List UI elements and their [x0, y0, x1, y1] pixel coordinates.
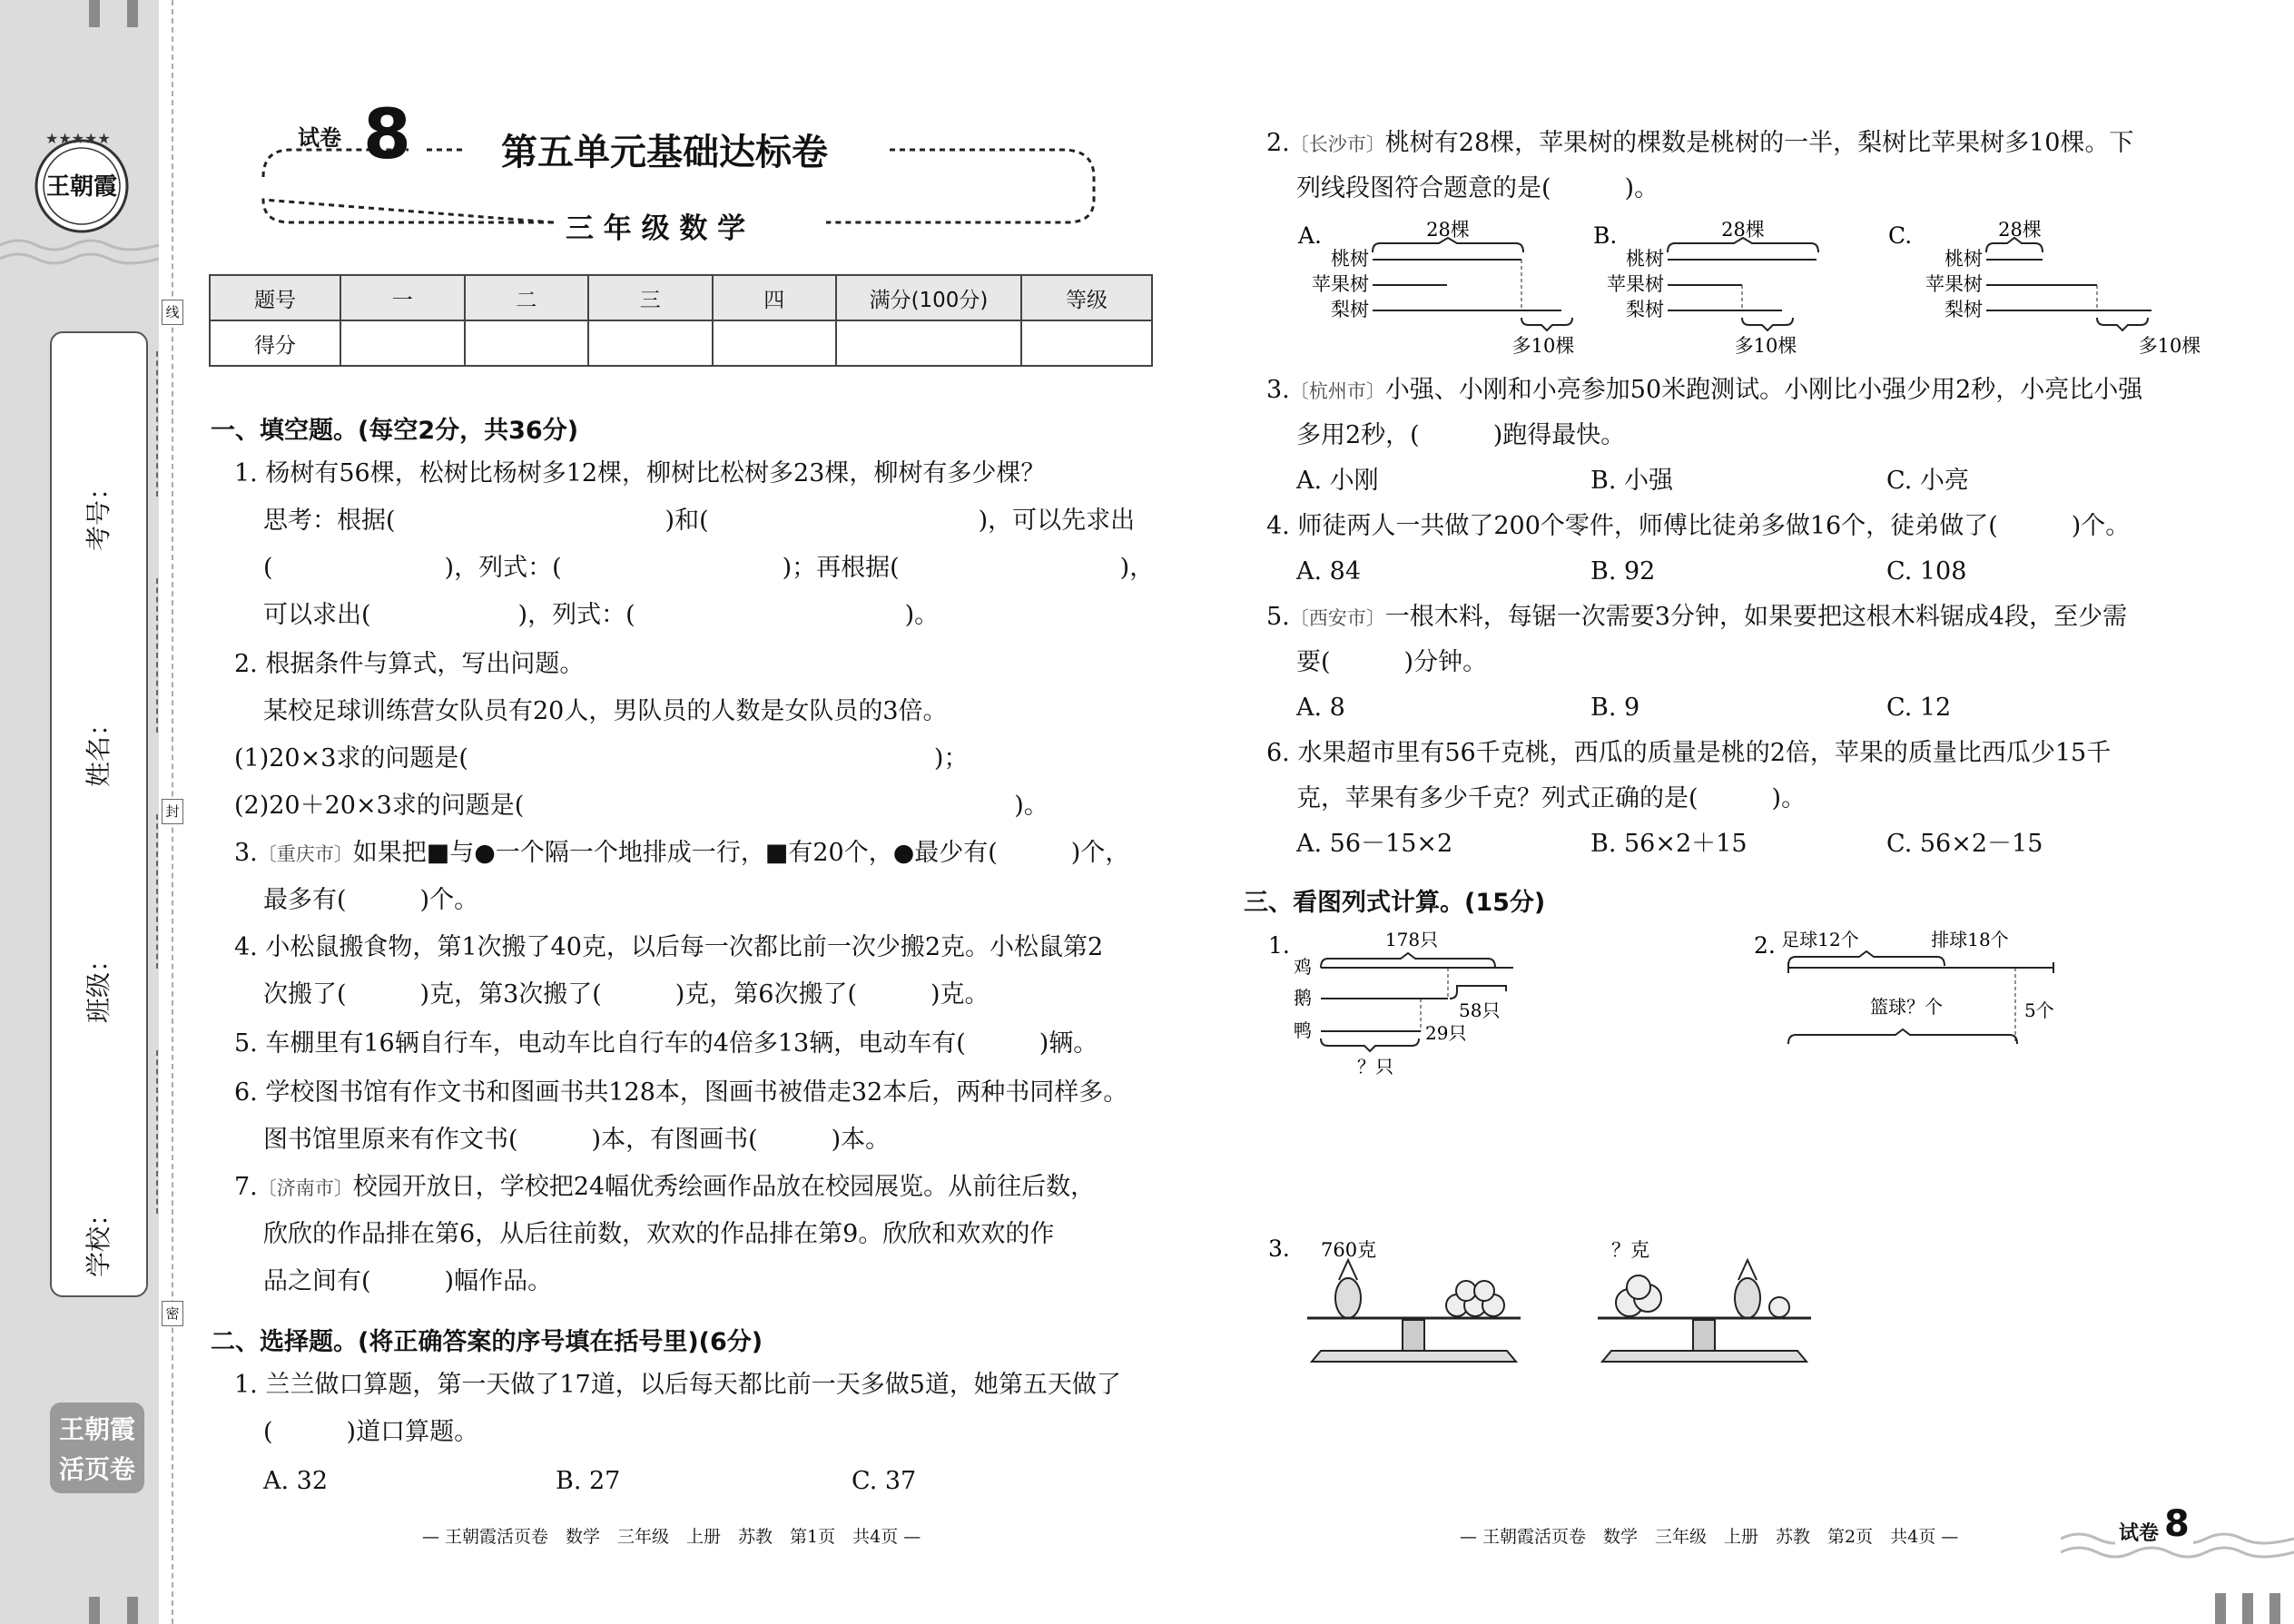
- score-table: [209, 274, 1153, 367]
- problem-2-diagram: [1752, 926, 2061, 1062]
- cut-mark: 线: [162, 300, 183, 325]
- s2-q2-line: [1266, 125, 2133, 162]
- option-a[interactable]: A. 小刚: [1296, 467, 1379, 495]
- region-tag: 〔西安市〕: [1289, 607, 1385, 629]
- row-label: 鸭: [1294, 1019, 1312, 1041]
- problem-number: 2.: [1754, 932, 1776, 959]
- name-field[interactable]: [156, 578, 160, 733]
- cut-mark: 密: [162, 1301, 183, 1326]
- scale-left: [1307, 1260, 1521, 1362]
- row-label: 梨树: [1944, 299, 1983, 320]
- option-b[interactable]: B. 小强: [1590, 467, 1674, 495]
- diagram-a[interactable]: [1297, 219, 1574, 357]
- diagram-total: 28棵: [1998, 219, 2042, 241]
- diagram-question: ？只: [1357, 1056, 1393, 1078]
- q5-text: 一根木料，每锯一次需要3分钟，如果要把这根木料锯成4段，至少需: [1384, 603, 2128, 631]
- exam-number-field[interactable]: [156, 351, 160, 497]
- s1-q7-line: 品之间有( )幅作品。: [263, 1267, 553, 1295]
- problem-number: 1.: [1268, 932, 1290, 959]
- score-header: 满分(100分): [836, 275, 1021, 320]
- s2-q3-line: [1266, 372, 2142, 409]
- diagram-label: A.: [1298, 222, 1323, 249]
- option-a[interactable]: A. 84: [1296, 557, 1362, 586]
- section-1-heading: 一、填空题。(每空2分，共36分): [211, 417, 579, 445]
- diagram-question: 篮球？个: [1870, 996, 1943, 1018]
- exam-tag: 试卷: [298, 125, 341, 151]
- footer-left: — 王朝霞活页卷 数学 三年级 上册 苏教 第1页 共4页 —: [422, 1527, 921, 1547]
- footer-exam-number: 8: [2161, 1503, 2193, 1545]
- s1-q7-line: 欣欣的作品排在第6，从后往前数，欢欢的作品排在第9。欣欣和欢欢的作: [263, 1220, 1055, 1248]
- s2-q4-line: 4. 师徒两人一共做了200个零件，师傅比徒弟多做16个，徒弟做了( )个。: [1266, 512, 2131, 540]
- q3-number: 3.: [234, 839, 258, 867]
- diagram-more: 多10棵: [1511, 335, 1575, 357]
- s1-q6-line: 6. 学校图书馆有作文书和图画书共128本，图画书被借走32本后，两种书同样多。: [234, 1078, 1128, 1107]
- region-tag: 〔长沙市〕: [1289, 133, 1385, 155]
- scale-right: [1598, 1260, 1811, 1362]
- score-cell[interactable]: [465, 320, 589, 366]
- s1-q2-line: (1)20×3求的问题是( )；: [234, 744, 969, 773]
- option-a[interactable]: A. 56－15×2: [1296, 830, 1453, 858]
- row-label: 桃树: [1331, 248, 1369, 270]
- page-title: 第五单元基础达标卷: [501, 132, 828, 173]
- footer-right: — 王朝霞活页卷 数学 三年级 上册 苏教 第2页 共4页 —: [1460, 1527, 1959, 1547]
- s1-q2-line: 2. 根据条件与算式，写出问题。: [234, 650, 585, 678]
- pineapple-icon: [1735, 1260, 1760, 1318]
- score-row-label: 得分: [210, 320, 340, 366]
- school-label: 学校：: [84, 1200, 113, 1277]
- score-cell[interactable]: [713, 320, 837, 366]
- logo-text: 王朝霞: [45, 173, 118, 201]
- option-c[interactable]: C. 56×2－15: [1886, 830, 2043, 858]
- q2-text: 桃树有28棵，苹果树的棵数是桃树的一半，梨树比苹果树多10棵。下: [1384, 129, 2134, 157]
- q3-text: 小强、小刚和小亮参加50米跑测试。小刚比小强少用2秒，小亮比小强: [1384, 376, 2143, 404]
- section-2-heading: 二、选择题。(将正确答案的序号填在括号里)(6分): [211, 1328, 763, 1356]
- diagram-more: 多10棵: [2138, 335, 2201, 357]
- diagram-label: 足球12个: [1781, 929, 1859, 950]
- score-header: 二: [465, 275, 589, 320]
- option-b[interactable]: B. 56×2＋15: [1590, 830, 1748, 858]
- problem-1-diagram: [1266, 926, 1548, 1080]
- q7-number: 7.: [234, 1173, 258, 1201]
- apples-icon: [1446, 1281, 1504, 1316]
- s1-q2-line: (2)20＋20×3求的问题是( )。: [234, 792, 1049, 820]
- brand-logo-seal: [23, 127, 141, 245]
- region-tag: 〔杭州市〕: [1289, 380, 1385, 402]
- page-subtitle: 三 年 级 数 学: [566, 212, 746, 245]
- s1-q4-line: 4. 小松鼠搬食物，第1次搬了40克，以后每一次都比前一次少搬2克。小松鼠第2: [234, 933, 1104, 961]
- diagram-more: 多10棵: [1734, 335, 1797, 357]
- score-cell[interactable]: [340, 320, 465, 366]
- name-label: 姓名：: [84, 710, 113, 787]
- score-header: 四: [713, 275, 837, 320]
- option-c[interactable]: C. 12: [1886, 694, 1952, 722]
- pineapple-icon: [1335, 1260, 1361, 1318]
- s1-q3-line: 最多有( )个。: [263, 886, 479, 914]
- s1-q1-line: 思考：根据( )和( )，可以先求出: [263, 507, 1136, 535]
- exam-number-label: 考号：: [84, 474, 113, 551]
- svg-text:★★★★★: ★★★★★: [45, 130, 111, 147]
- diagram-label: 29只: [1425, 1022, 1467, 1044]
- row-label: 苹果树: [1925, 273, 1983, 295]
- row-label: 桃树: [1944, 248, 1983, 270]
- s1-q1-line: ( )，列式：( )；再根据( )，: [263, 554, 1155, 582]
- s1-q1-line: 1. 杨树有56棵，松树比杨树多12棵，柳树比松树多23棵，柳树有多少棵？: [234, 459, 1046, 487]
- bar-mark: [127, 0, 138, 27]
- s2-q6-line: 克，苹果有多少千克？列式正确的是( )。: [1296, 784, 1807, 812]
- s1-q5-line: 5. 车棚里有16辆自行车，电动车比自行车的4倍多13辆，电动车有( )辆。: [234, 1029, 1098, 1058]
- score-header: 三: [588, 275, 713, 320]
- diagram-label: C.: [1888, 222, 1913, 249]
- s1-q2-line: 某校足球训练营女队员有20人，男队员的人数是女队员的3倍。: [263, 697, 948, 725]
- bottom-logo-line1: 王朝霞: [58, 1414, 135, 1444]
- s2-q1-line: ( )道口算题。: [263, 1418, 479, 1446]
- score-cell[interactable]: [1021, 320, 1152, 366]
- s2-q5-line: [1266, 599, 2127, 636]
- exam-number: 8: [363, 94, 411, 174]
- region-tag: 〔济南市〕: [257, 1177, 353, 1199]
- student-info-box: [50, 331, 148, 1297]
- q7-text: 校园开放日，学校把24幅优秀绘画作品放在校园展览。从前往后数，: [352, 1173, 1096, 1201]
- apple-icon: [1769, 1297, 1789, 1317]
- diagram-label: 58只: [1459, 999, 1501, 1021]
- score-header: 一: [340, 275, 465, 320]
- bottom-logo-line2: 活页卷: [58, 1454, 135, 1484]
- diagram-b[interactable]: [1593, 219, 1818, 357]
- s2-q3-line: 多用2秒，( )跑得最快。: [1296, 421, 1626, 449]
- diagram-label: B.: [1593, 222, 1618, 249]
- segment-diagrams: [1289, 216, 2215, 361]
- row-label: 桃树: [1626, 248, 1664, 270]
- score-header: 等级: [1021, 275, 1152, 320]
- bar-mark: [89, 1597, 100, 1624]
- diagram-label: 排球18个: [1931, 929, 2009, 950]
- q2-number: 2.: [1266, 129, 1290, 157]
- row-label: 梨树: [1331, 299, 1369, 320]
- q5-number: 5.: [1266, 603, 1290, 631]
- scale-weight-label: ？克: [1611, 1239, 1649, 1261]
- s2-q1-line: 1. 兰兰做口算题，第一天做了17道，以后每天都比前一天多做5道，她第五天做了: [234, 1371, 1121, 1399]
- s1-q6-line: 图书馆里原来有作文书( )本，有图画书( )本。: [263, 1126, 891, 1154]
- row-label: 梨树: [1626, 299, 1664, 320]
- s2-q2-line: 列线段图符合题意的是( )。: [1296, 174, 1659, 202]
- s2-q6-line: 6. 水果超市里有56千克桃，西瓜的质量是桃的2倍，苹果的质量比西瓜少15千: [1266, 739, 2112, 767]
- score-cell[interactable]: [588, 320, 713, 366]
- option-c[interactable]: C. 小亮: [1886, 467, 1969, 495]
- score-cell[interactable]: [836, 320, 1021, 366]
- grapes-icon: [1616, 1275, 1661, 1316]
- s1-q4-line: 次搬了( )克，第3次搬了( )克，第6次搬了( )克。: [263, 980, 989, 1009]
- s1-q1-line: 可以求出( )，列式：( )。: [263, 601, 940, 629]
- row-label: 苹果树: [1607, 273, 1664, 295]
- option-c[interactable]: C. 108: [1886, 557, 1967, 586]
- s1-q3-line: [234, 835, 1129, 872]
- cut-mark: 封: [162, 799, 183, 824]
- class-field[interactable]: [156, 814, 160, 969]
- scale-weight-label: 760克: [1321, 1239, 1377, 1261]
- bar-mark: [2215, 1593, 2226, 1624]
- option-b[interactable]: B. 27: [556, 1467, 621, 1495]
- problem-3-scales: [1266, 1225, 1847, 1380]
- binding-sidebar: [0, 0, 159, 1624]
- row-label: 鸡: [1294, 956, 1312, 978]
- row-label: 苹果树: [1312, 273, 1369, 295]
- option-a[interactable]: A. 8: [1296, 694, 1345, 722]
- bar-mark: [2269, 1593, 2280, 1624]
- section-3-heading: 三、看图列式计算。(15分): [1244, 889, 1546, 917]
- option-a[interactable]: A. 32: [263, 1467, 329, 1495]
- bottom-brand-logo: [50, 1403, 144, 1493]
- diagram-total: 28棵: [1721, 219, 1765, 241]
- footer-exam-tag: 试卷: [2115, 1518, 2162, 1546]
- diagram-total: 178只: [1384, 929, 1439, 950]
- row-label: 鹅: [1294, 987, 1312, 1009]
- bar-mark: [127, 1597, 138, 1624]
- q3-text: 如果把■与●一个隔一个地排成一行，■有20个，●最少有( )个，: [352, 839, 1130, 867]
- score-header: 题号: [210, 275, 340, 320]
- q3-number: 3.: [1266, 376, 1290, 404]
- diagram-c[interactable]: [1888, 219, 2200, 357]
- option-b[interactable]: B. 9: [1590, 694, 1640, 722]
- s1-q7-line: [234, 1169, 1095, 1206]
- diagram-label: 5个: [2024, 999, 2054, 1021]
- s2-q5-line: 要( )分钟。: [1296, 648, 1488, 676]
- problem-number: 3.: [1268, 1235, 1290, 1262]
- bar-mark: [2242, 1593, 2253, 1624]
- wave-decoration: [0, 231, 159, 286]
- option-b[interactable]: B. 92: [1590, 557, 1656, 586]
- option-c[interactable]: C. 37: [852, 1467, 917, 1495]
- class-label: 班级：: [84, 946, 113, 1023]
- school-field[interactable]: [156, 1050, 160, 1214]
- bar-mark: [89, 0, 100, 27]
- region-tag: 〔重庆市〕: [257, 843, 353, 865]
- diagram-total: 28棵: [1426, 219, 1470, 241]
